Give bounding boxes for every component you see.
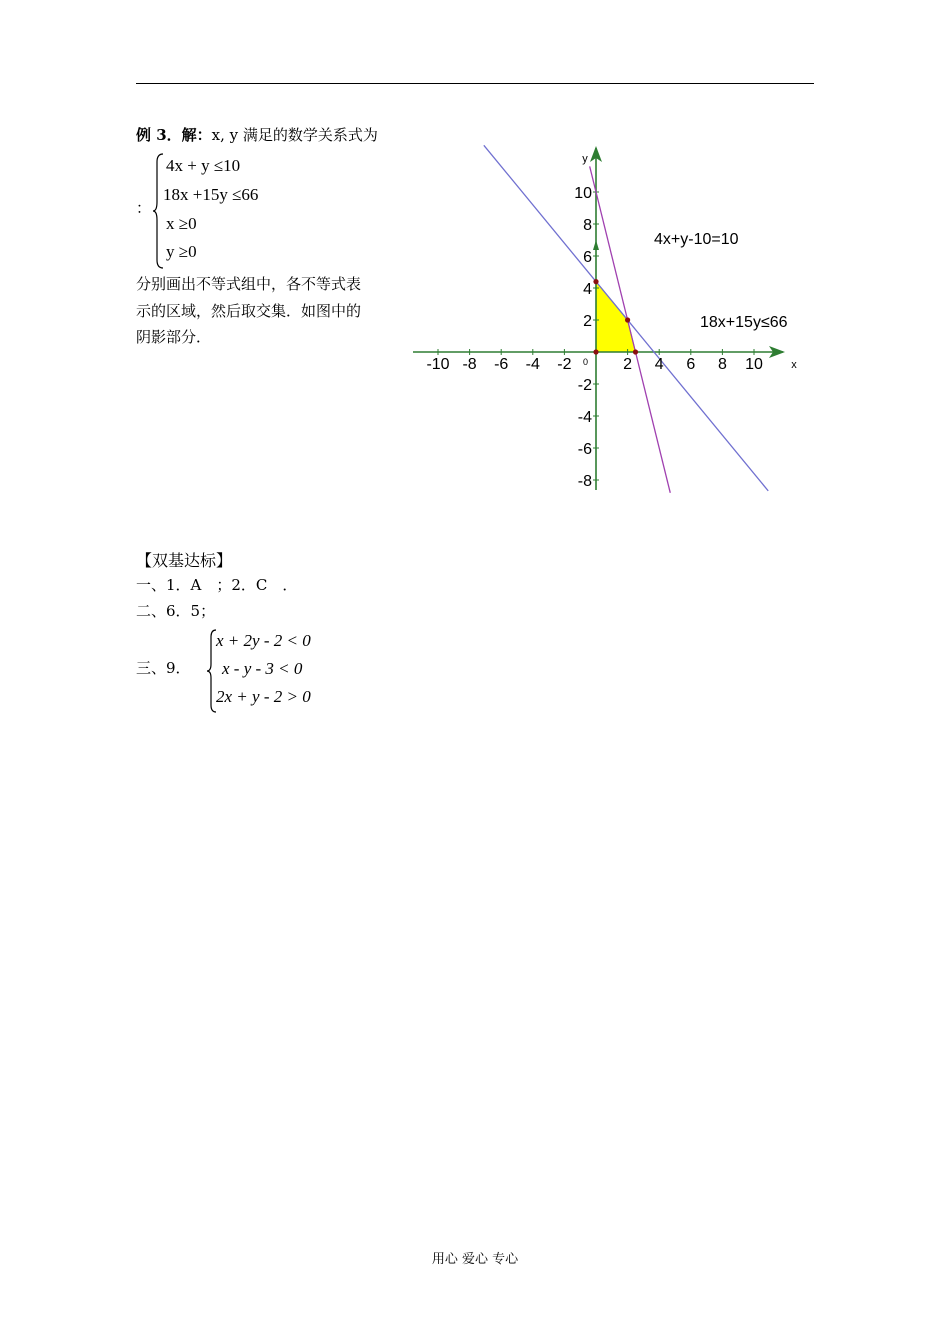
- explanation-line-2: 示的区域，然后取交集．如图中的: [136, 302, 362, 320]
- example-heading: 例 3．解：: [136, 126, 212, 144]
- answer-line-1: 一、1．A ；2．C ．: [136, 576, 298, 594]
- vertex-point: [633, 349, 638, 354]
- vertex-point: [625, 317, 630, 322]
- x-tick-label: -10: [426, 356, 450, 373]
- answer-ineq-2: x - y - 3 < 0: [222, 659, 303, 678]
- x-tick-label: -2: [557, 356, 572, 373]
- y-tick-label: 6: [583, 249, 592, 266]
- system-brace: [152, 152, 164, 270]
- y-tick-label: 8: [583, 217, 592, 234]
- x-tick-label: -6: [494, 356, 509, 373]
- answer-ineq-1: x + 2y - 2 < 0: [216, 631, 311, 650]
- feasible-region: [596, 282, 636, 352]
- line1-label: 4x+y-10=10: [654, 231, 739, 248]
- y-axis-mid-arrow: [593, 240, 599, 250]
- y-tick-label: -6: [577, 441, 592, 458]
- system-ineq-4: y ≥0: [166, 242, 197, 261]
- answer-ineq-3: 2x + y - 2 > 0: [216, 687, 311, 706]
- line2-label: 18x+15y≤66: [700, 314, 788, 331]
- x-tick-label: 4: [654, 356, 664, 373]
- x-tick-label: 10: [745, 356, 763, 373]
- x-axis-label: x: [791, 359, 797, 371]
- system-colon: ：: [136, 199, 152, 217]
- y-tick-label: -2: [577, 377, 592, 394]
- y-tick-label: 2: [583, 313, 592, 330]
- vertex-point: [593, 279, 598, 284]
- example-intro: x, y 满足的数学关系式为: [211, 126, 378, 144]
- example-heading-line: [136, 122, 378, 149]
- x-tick-label: 6: [686, 356, 696, 373]
- vertex-point: [593, 349, 598, 354]
- section-title: 【双基达标】: [136, 551, 233, 570]
- y-tick-label: 10: [574, 185, 592, 202]
- origin-label: 0: [582, 357, 588, 367]
- page-footer: 用心 爱心 专心: [431, 1252, 519, 1267]
- explanation-line-3: 阴影部分．: [136, 328, 212, 346]
- system-ineq-2: 18x +15y ≤66: [163, 185, 259, 204]
- y-tick-label: -4: [577, 409, 592, 426]
- x-tick-label: -8: [462, 356, 477, 373]
- y-axis-label: y: [582, 153, 588, 165]
- system-ineq-3: x ≥0: [166, 214, 197, 233]
- x-tick-label: 8: [717, 356, 727, 373]
- answer-line-2: 二、6．5；: [136, 602, 216, 620]
- system-ineq-1: 4x + y ≤10: [166, 156, 241, 175]
- x-tick-label: -4: [525, 356, 540, 373]
- x-tick-label: 2: [623, 356, 633, 373]
- explanation-line-1: 分别画出不等式组中，各不等式表: [136, 275, 362, 293]
- inequality-graph: [405, 140, 815, 500]
- y-tick-label: -8: [577, 473, 592, 490]
- answer-line-3-prefix: 三、9．: [136, 659, 191, 677]
- header-rule: [136, 83, 814, 84]
- y-tick-label: 4: [583, 281, 592, 298]
